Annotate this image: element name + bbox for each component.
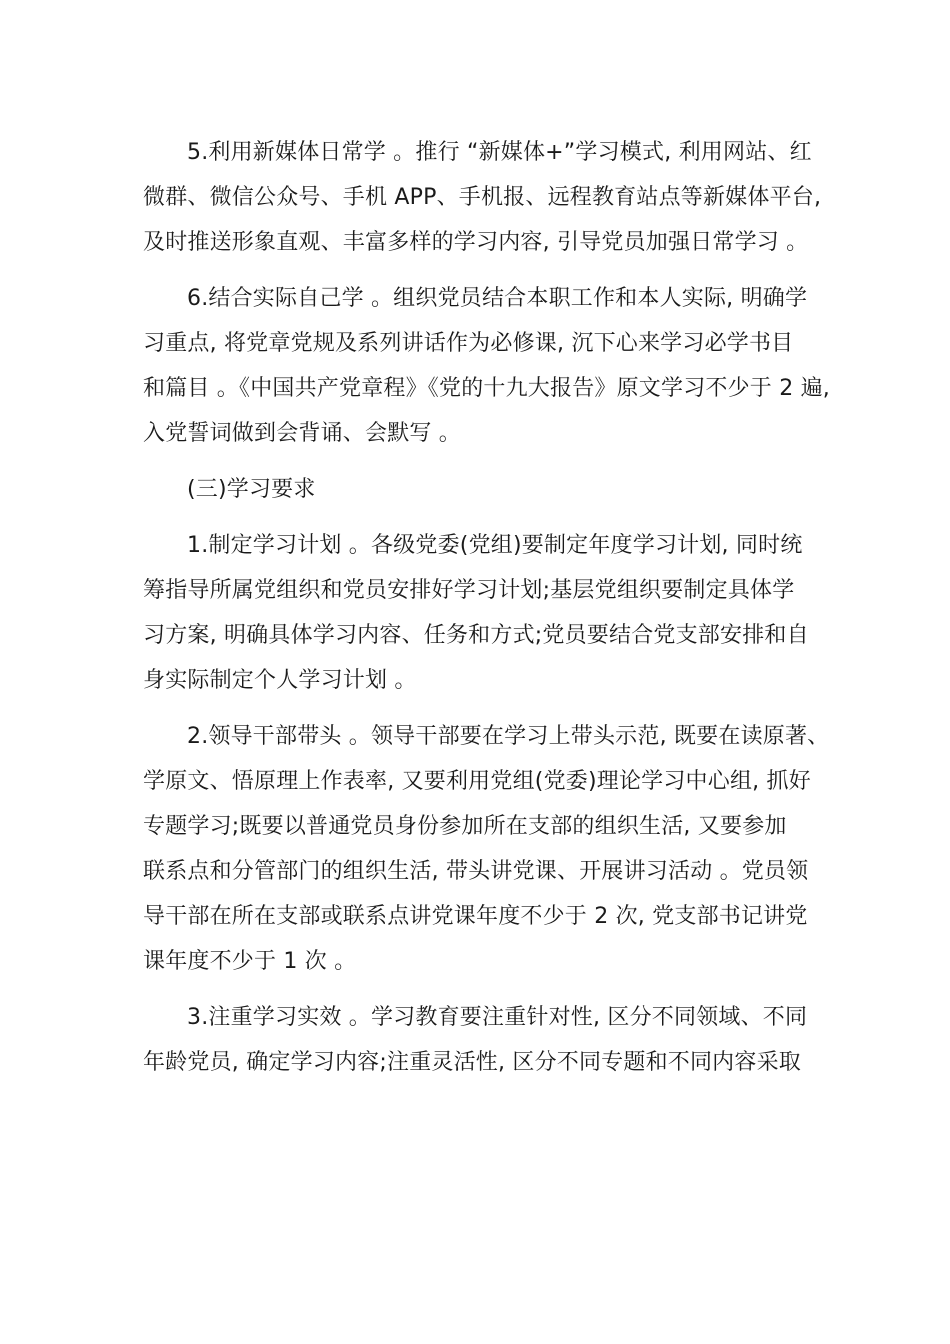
text-line: 习重点, 将党章党规及系列讲话作为必修课, 沉下心来学习必学书目: [143, 331, 794, 356]
text-line: 学原文、悟原理上作表率, 又要利用党组(党委)理论学习中心组, 抓好: [143, 769, 811, 794]
text-line: 专题学习;既要以普通党员身份参加所在支部的组织生活, 又要参加: [143, 814, 787, 839]
section-heading: (三)学习要求: [187, 477, 316, 502]
section-heading-learning-requirements: [143, 467, 813, 512]
text-line: 入党誓词做到会背诵、会默写 。: [143, 421, 461, 446]
text-line: 1.制定学习计划 。各级党委(党组)要制定年度学习计划, 同时统: [187, 533, 803, 558]
text-line: 课年度不少于 1 次 。: [143, 949, 357, 974]
paragraph-study-plan: [143, 523, 813, 703]
text-line: 筹指导所属党组织和党员安排好学习计划;基层党组织要制定具体学: [143, 578, 795, 603]
text-line: 年龄党员, 确定学习内容;注重灵活性, 区分不同专题和不同内容采取: [143, 1050, 801, 1075]
text-line: 5.利用新媒体日常学 。推行 “新媒体+”学习模式, 利用网站、红: [187, 140, 812, 165]
paragraph-learning-effectiveness: [143, 995, 813, 1085]
paragraph-self-learning: [143, 276, 830, 456]
paragraph-new-media-learning: [143, 130, 822, 265]
document-body: [143, 130, 830, 1085]
text-line: 2.领导干部带头 。领导干部要在学习上带头示范, 既要在读原著、: [187, 724, 830, 749]
text-line: 6.结合实际自己学 。组织党员结合本职工作和本人实际, 明确学: [187, 286, 808, 311]
text-line: 微群、微信公众号、手机 APP、手机报、远程教育站点等新媒体平台,: [143, 185, 822, 210]
text-line: 和篇目 。《中国共产党章程》《党的十九大报告》原文学习不少于 2 遍,: [143, 376, 830, 401]
text-line: 导干部在所在支部或联系点讲党课年度不少于 2 次, 党支部书记讲党: [143, 904, 808, 929]
text-line: 习方案, 明确具体学习内容、任务和方式;党员要结合党支部安排和自: [143, 623, 809, 648]
text-line: 及时推送形象直观、丰富多样的学习内容, 引导党员加强日常学习 。: [143, 230, 809, 255]
paragraph-leaders-lead: [143, 714, 830, 984]
text-line: 联系点和分管部门的组织生活, 带头讲党课、开展讲习活动 。党员领: [143, 859, 809, 884]
text-line: 3.注重学习实效 。学习教育要注重针对性, 区分不同领域、不同: [187, 1005, 808, 1030]
text-line: 身实际制定个人学习计划 。: [143, 668, 417, 693]
